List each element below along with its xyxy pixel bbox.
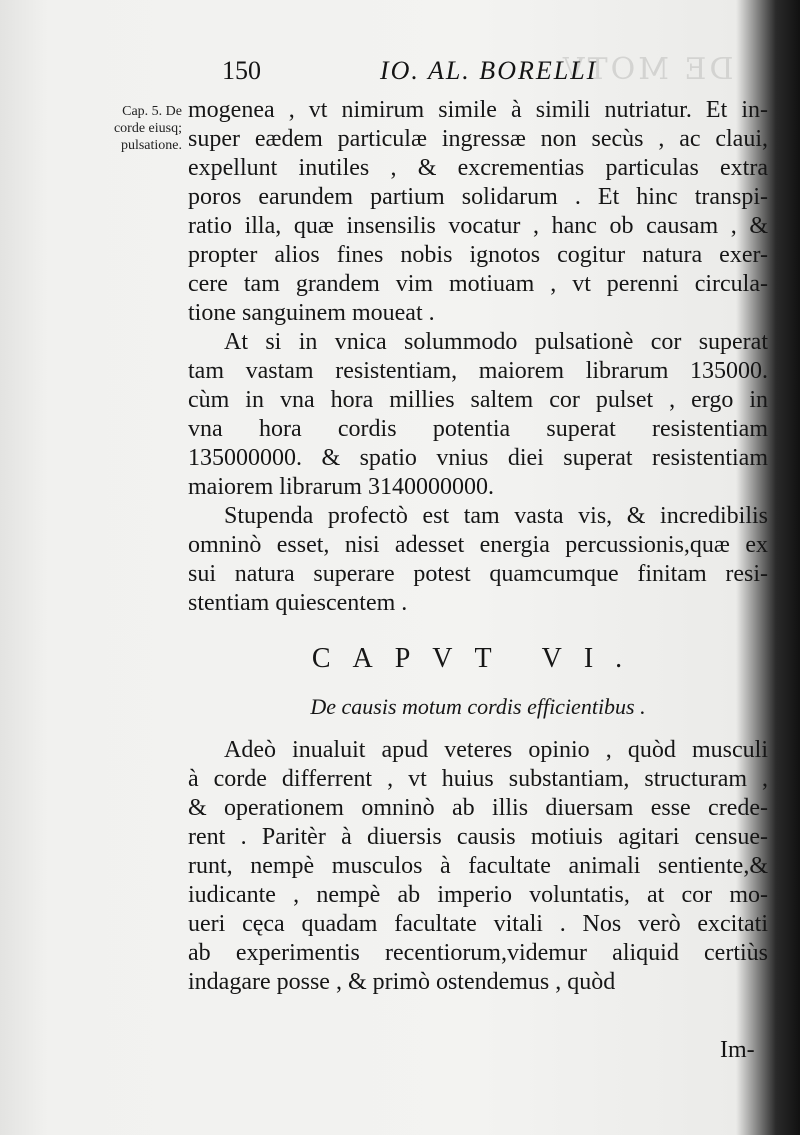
text-line: Adeò inualuit apud veteres opinio , quòd musculi xyxy=(224,737,768,763)
body-text xyxy=(188,96,768,997)
text-line: ueri cęca quadam facultate vitali . Nos verò excitati xyxy=(188,911,768,937)
text-line: maiorem librarum 3140000000. xyxy=(188,474,494,500)
marginal-note-line: corde eiusq; xyxy=(113,121,182,136)
running-head: IO. AL. BORELLI xyxy=(380,56,598,85)
paragraph-2 xyxy=(188,328,768,502)
text-line: poros earundem partium solidarum . Et hinc transpi- xyxy=(188,184,768,210)
text-line: Stupenda profectò est tam vasta vis, & incredibilis xyxy=(224,503,768,529)
paragraph-1 xyxy=(188,96,768,328)
marginal-note xyxy=(72,103,182,154)
text-line: super eædem particulæ ingressæ non secùs , ac claui, xyxy=(188,126,768,152)
text-line: rent . Paritèr à diuersis causis motiuis agitari censue- xyxy=(188,824,768,850)
marginal-note-line: Cap. 5. De xyxy=(122,104,182,119)
text-line: propter alios fines nobis ignotos cogitur natura exer- xyxy=(188,242,768,268)
text-line: expellunt inutiles , & excrementias particulas extra xyxy=(188,155,768,181)
text-line: cùm in vna hora millies saltem cor pulset , ergo in xyxy=(188,387,768,413)
page-header xyxy=(0,52,800,92)
text-line: ab experimentis recentiorum,videmur aliquid certiùs xyxy=(188,940,768,966)
chapter-title: CAPVT VI. xyxy=(311,643,645,674)
text-line: ratio illa, quæ insensilis vocatur , hanc ob causam , & xyxy=(188,213,768,239)
text-line: cere tam grandem vim motiuam , vt perenni circula- xyxy=(188,271,768,297)
text-line: At si in vnica solummodo pulsationè cor superat xyxy=(224,329,768,355)
text-line: 135000000. & spatio vnius diei superat resistentiam xyxy=(188,445,768,471)
paragraph-3 xyxy=(188,502,768,618)
text-line: & operationem omninò ab illis diuersam esse crede- xyxy=(188,795,768,821)
text-line: vna hora cordis potentia superat resistentiam xyxy=(188,416,768,442)
bleed-through-text: DE MOTV xyxy=(560,52,734,87)
text-line: runt, nempè musculos à facultate animali sentiente,& xyxy=(188,853,768,879)
text-line: indagare posse , & primò ostendemus , quòd xyxy=(188,969,616,995)
text-line: stentiam quiescentem . xyxy=(188,590,408,616)
text-line: iudicante , nempè ab imperio voluntatis, at cor mo- xyxy=(188,882,768,908)
page-number: 150 xyxy=(222,56,261,85)
text-line: à corde differrent , vt huius substantiam, structuram , xyxy=(188,766,768,792)
text-line: tam vastam resistentiam, maiorem librarum 135000. xyxy=(188,358,768,384)
chapter-subtitle: De causis motum cordis efficientibus . xyxy=(310,694,646,719)
catchword: Im- xyxy=(720,1037,755,1063)
text-line: omninò esset, nisi adesset energia percussionis,quæ ex xyxy=(188,532,768,558)
marginal-note-line: pulsatione. xyxy=(120,138,182,153)
paragraph-4 xyxy=(188,736,768,997)
text-line: tione sanguinem moueat . xyxy=(188,300,435,326)
text-line: sui natura superare potest quamcumque finitam resi- xyxy=(188,561,768,587)
text-line: mogenea , vt nimirum simile à simili nutriatur. Et in- xyxy=(188,97,768,123)
